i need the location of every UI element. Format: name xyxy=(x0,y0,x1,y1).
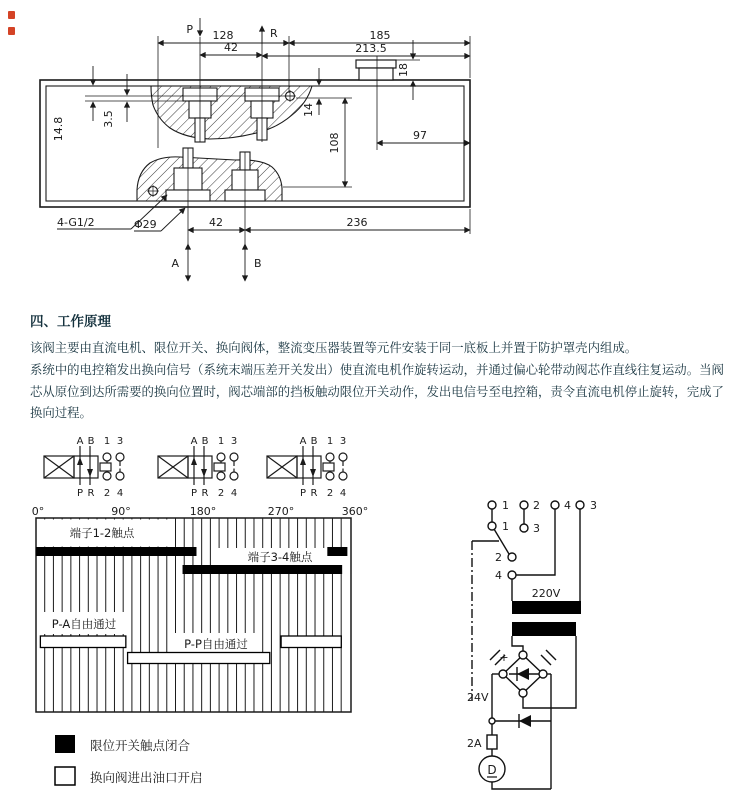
motor-label: D xyxy=(487,763,497,777)
valve-symbol-3 xyxy=(267,436,347,499)
port-r-label: R xyxy=(270,27,278,40)
tick-360: 360° xyxy=(341,505,369,518)
working-principle-section xyxy=(30,310,731,424)
valve-timing-diagram xyxy=(0,425,390,806)
contact-4: 4 xyxy=(339,488,347,499)
tick-90: 90° xyxy=(111,505,131,518)
chart-legend xyxy=(55,735,203,785)
contact-2: 2 xyxy=(103,488,111,499)
dim-14: 14 xyxy=(302,103,315,117)
timing-bar xyxy=(327,547,347,556)
timing-bar xyxy=(36,547,196,556)
legend-swatch-closed xyxy=(55,735,75,753)
valve-port-p: P xyxy=(299,488,307,499)
fuse-label: 2A xyxy=(467,737,482,750)
timing-bar xyxy=(40,636,125,648)
dim-14-8: 14.8 xyxy=(52,116,65,142)
dim-42-bottom: 42 xyxy=(209,216,223,229)
section-paragraph-1: 该阀主要由直流电机、限位开关、换向阀体，整流变压器装置等元件安装于同一底板上并置于防护罩壳内组成。 xyxy=(30,340,638,355)
dim-3-5: 3.5 xyxy=(102,110,115,128)
dimension-lines xyxy=(57,18,470,281)
valve-port-a: A xyxy=(299,436,307,447)
dc-voltage-label: 24V xyxy=(467,691,489,704)
contact-4-label: 4 xyxy=(495,569,502,582)
dim-213-5: 213.5 xyxy=(355,42,387,55)
switch-1-label: 1 xyxy=(502,520,509,533)
contact-2: 2 xyxy=(217,488,225,499)
series-pa-label: P-A自由通过 xyxy=(51,617,117,631)
timing-bar xyxy=(183,565,343,574)
port-a-label: A xyxy=(171,257,179,270)
dim-236: 236 xyxy=(346,216,368,229)
valve-port-p: P xyxy=(190,488,198,499)
valve-port-b: B xyxy=(310,436,318,447)
terminal-2-label: 2 xyxy=(533,499,540,512)
fuse xyxy=(487,735,497,749)
dim-128: 128 xyxy=(212,29,234,42)
angle-axis xyxy=(32,505,369,518)
terminal-1-label: 1 xyxy=(502,499,509,512)
terminal-4-label: 4 xyxy=(564,499,571,512)
valve-symbol-2 xyxy=(158,436,238,499)
section-heading: 四、工作原理 xyxy=(30,314,111,330)
tick-180: 180° xyxy=(189,505,217,518)
contact-4: 4 xyxy=(116,488,124,499)
dim-185: 185 xyxy=(369,29,391,42)
top-cap-fitting xyxy=(356,60,396,80)
primary-voltage-label: 220V xyxy=(531,587,561,600)
valve-port-r: R xyxy=(87,488,95,499)
dim-97: 97 xyxy=(413,129,427,142)
contact-1: 1 xyxy=(326,436,334,447)
dim-42-top: 42 xyxy=(224,41,238,54)
flywheel-diode xyxy=(519,715,531,727)
contact-3: 3 xyxy=(116,436,124,447)
tick-270: 270° xyxy=(267,505,295,518)
legend-label-open: 换向阀进出油口开启 xyxy=(90,770,203,785)
legend-label-closed: 限位开关触点闭合 xyxy=(90,738,191,753)
valve-body-dimension-drawing xyxy=(0,0,500,300)
upper-section-cut xyxy=(151,86,312,142)
lower-section-cut xyxy=(137,148,282,201)
diameter-label: Φ29 xyxy=(134,218,157,231)
contact-2-label: 2 xyxy=(495,551,502,564)
tick-0: 0° xyxy=(31,505,45,518)
section-paragraph-2: 系统中的电控箱发出换向信号（系统末端压差开关发出）使直流电机作旋转运动，并通过偏心轮带动阀芯作直线往复运动。当阀芯从原位到达所需要的换向位置时，阀芯端部的挡板触动限位开关动作，发出电信号至电控箱，责令直流电机停止旋转，完成了换向过程。 xyxy=(30,361,724,421)
valve-port-b: B xyxy=(87,436,95,447)
flow-arrow-down xyxy=(87,469,93,477)
bridge-diode xyxy=(517,668,529,680)
switch-3-label: 3 xyxy=(533,522,540,535)
contact-4: 4 xyxy=(230,488,238,499)
valve-port-p: P xyxy=(76,488,84,499)
control-circuit-diagram xyxy=(440,488,735,800)
transformer-primary-winding xyxy=(512,601,581,614)
valve-port-a: A xyxy=(190,436,198,447)
timing-bar xyxy=(128,653,270,664)
contact-3: 3 xyxy=(230,436,238,447)
transformer-secondary-winding xyxy=(512,622,576,636)
series-pp-label: P-P自由通过 xyxy=(184,637,248,651)
valve-symbol-1 xyxy=(44,436,124,499)
transformer xyxy=(512,601,581,636)
series-1-2-label: 端子1-2触点 xyxy=(69,526,135,540)
dim-18: 18 xyxy=(397,63,410,77)
dim-108: 108 xyxy=(328,132,341,154)
legend-swatch-open xyxy=(55,767,75,785)
terminal-3-label: 3 xyxy=(590,499,597,512)
contact-3: 3 xyxy=(339,436,347,447)
port-p-label: P xyxy=(186,23,193,36)
valve-port-b: B xyxy=(201,436,209,447)
contact-2: 2 xyxy=(326,488,334,499)
circuit-nodes xyxy=(479,501,584,782)
valve-port-a: A xyxy=(76,436,84,447)
series-3-4-label: 端子3-4触点 xyxy=(247,550,313,564)
valve-port-r: R xyxy=(310,488,318,499)
flow-arrow-up xyxy=(77,457,83,465)
port-b-label: B xyxy=(254,257,262,270)
valve-port-r: R xyxy=(201,488,209,499)
timing-bar xyxy=(281,636,341,648)
bridge-plus-label: + xyxy=(499,651,509,664)
thread-label: 4-G1/2 xyxy=(57,216,95,229)
contact-1: 1 xyxy=(103,436,111,447)
contact-1: 1 xyxy=(217,436,225,447)
